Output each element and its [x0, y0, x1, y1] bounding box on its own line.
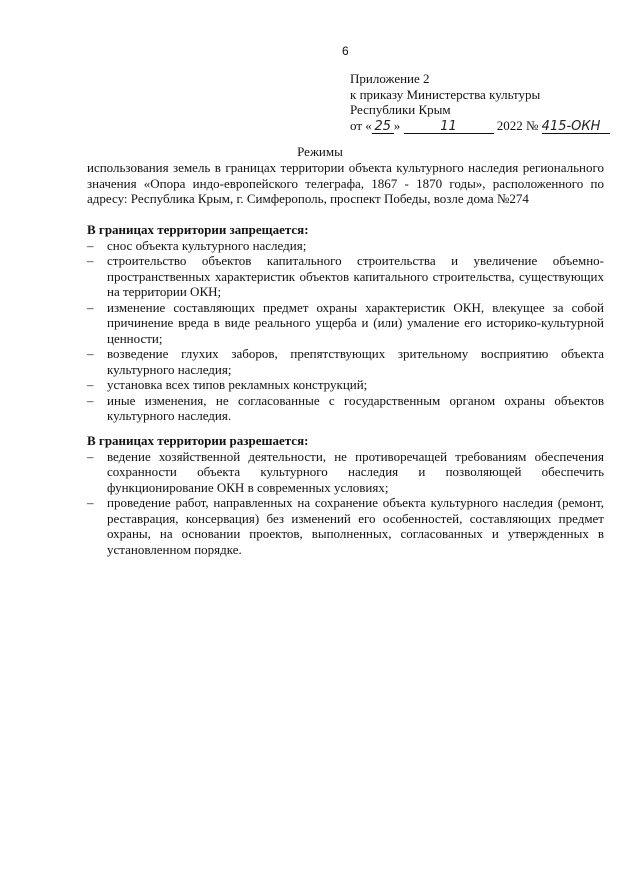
date-mid: » — [393, 117, 401, 133]
list-item — [87, 300, 604, 347]
list-item-text: снос объекта культурного наследия; — [107, 237, 307, 253]
list-item-text: строительство объектов капитального строительства и увеличение объемно-пространственных характеристик объектов капитального строительства, существующих на территории ОКН; — [107, 253, 604, 299]
list-item — [87, 346, 604, 377]
bullet-dash: – — [87, 392, 94, 408]
page-number: 6 — [342, 44, 349, 58]
list-item-text: иные изменения, не согласованные с государственным органом охраны объектов культурного наследия. — [107, 392, 604, 423]
bullet-dash: – — [87, 448, 94, 464]
intro-paragraph: использования земель в границах территории объекта культурного наследия регионального значения «Опора индо-европейского телеграфа, 1867 - 1870 годы», расположенного по адресу: Республика Крым, г. Симферополь, проспект Победы, возле дома №274 — [87, 160, 604, 206]
bullet-dash: – — [87, 346, 94, 361]
date-prefix: от « — [350, 117, 372, 133]
list-item-text: установка всех типов рекламных конструкций; — [107, 377, 368, 392]
prohibited-section — [87, 222, 604, 424]
prohibited-heading: В границах территории запрещается: — [87, 222, 309, 237]
list-item — [87, 253, 604, 300]
document-title: Режимы — [297, 144, 343, 159]
order-number: 415-ОКН — [542, 120, 610, 134]
permitted-section — [87, 433, 604, 557]
list-item-text: ведение хозяйственной деятельности, не противоречащей требованиям обеспечения сохранности объекта культурного наследия и позволяющей обеспечить функционирование ОКН в современных условиях; — [107, 448, 604, 495]
bullet-dash: – — [87, 495, 94, 510]
list-item-text: проведение работ, направленных на сохранение объекта культурного наследия (ремонт, реставрация, консервация) без изменений его особенностей, составляющих предмет охраны, на основании проектов, выполненных, согласованных и утвержденных в установленном порядке. — [107, 495, 604, 557]
prohibited-list — [87, 238, 604, 424]
bullet-dash: – — [87, 253, 94, 268]
appendix-line-2: к приказу Министерства культуры — [350, 86, 541, 102]
list-item — [87, 238, 604, 254]
date-day: 25 — [372, 120, 394, 134]
date-month: 11 — [404, 120, 494, 134]
bullet-dash: – — [87, 299, 94, 315]
permitted-heading: В границах территории разрешается: — [87, 433, 309, 448]
bullet-dash: – — [87, 237, 94, 253]
date-year: 2022 № — [496, 117, 539, 133]
list-item-text: изменение составляющих предмет охраны характеристик ОКН, влекущее за собой причинение вреда в виде реального ущерба и (или) умаление его историко-культурной ценности; — [107, 299, 604, 346]
bullet-dash: – — [87, 377, 94, 392]
list-item-text: возведение глухих заборов, препятствующих зрительному восприятию объекта культурного наследия; — [107, 346, 604, 377]
appendix-date-line — [350, 118, 610, 134]
list-item — [87, 449, 604, 496]
list-item — [87, 495, 604, 557]
appendix-line-3: Республики Крым — [350, 102, 451, 117]
appendix-block — [350, 71, 610, 134]
permitted-list — [87, 449, 604, 558]
list-item — [87, 377, 604, 393]
list-item — [87, 393, 604, 424]
appendix-line-1: Приложение 2 — [350, 71, 430, 86]
